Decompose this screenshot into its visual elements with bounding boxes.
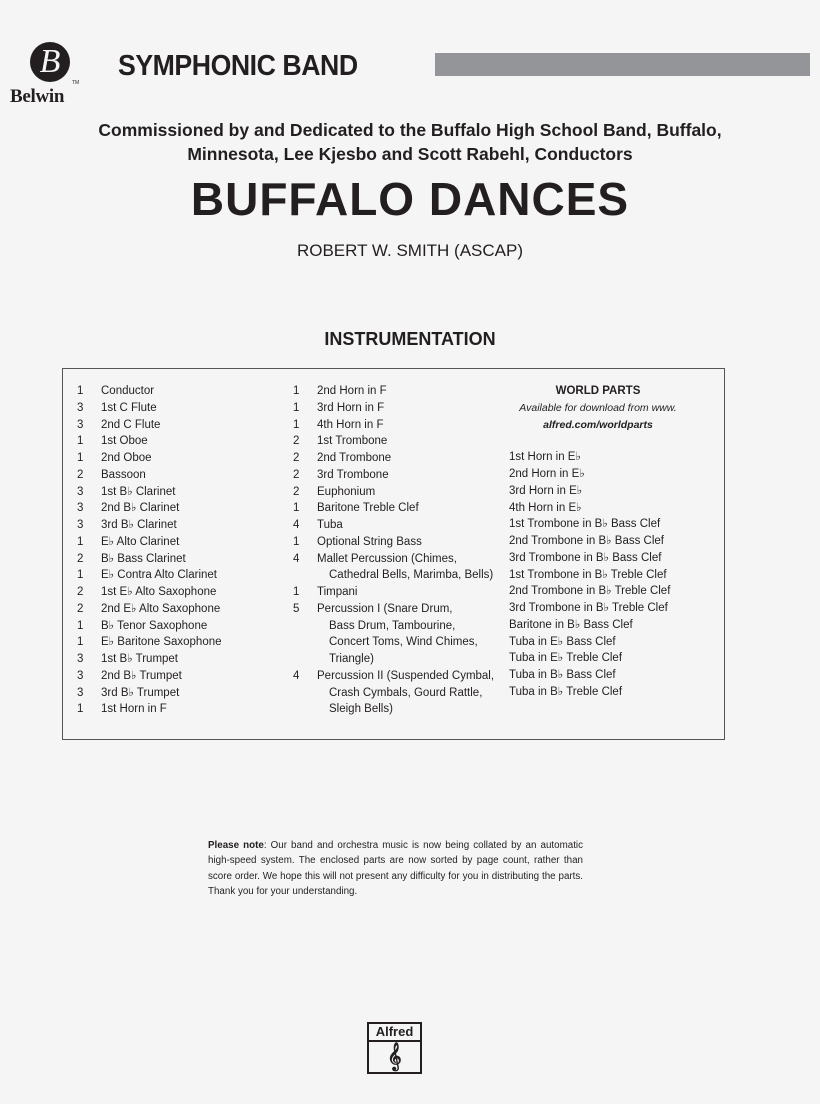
instrument-name: 2nd B♭ Clarinet [101, 502, 180, 515]
part-count: 5 [293, 602, 300, 615]
part-count [293, 567, 317, 584]
instrument-row [293, 685, 494, 702]
instrument-name: Percussion II (Suspended Cymbal, [317, 669, 495, 682]
instrument-name: 1st Trombone [317, 435, 388, 448]
alfred-symbol-icon: 𝄞 [387, 1043, 402, 1070]
instrument-name: Cathedral Bells, Marimba, Bells) [329, 569, 494, 582]
part-count: 3 [77, 669, 84, 682]
commission-text [0, 118, 820, 166]
part-count: 1 [293, 385, 300, 397]
instrument-row [293, 534, 494, 551]
instrument-row [77, 567, 222, 584]
instrument-name: 2nd B♭ Trumpet [101, 669, 182, 682]
world-part-item: 1st Trombone in B♭ Bass Clef [509, 518, 661, 531]
instrumentation-heading: INSTRUMENTATION [324, 329, 496, 349]
part-count: 1 [77, 569, 84, 582]
instrument-name: 3rd Trombone [317, 468, 389, 481]
instrument-name: B♭ Bass Clarinet [101, 552, 186, 565]
instrument-row [293, 567, 494, 584]
instrument-row [77, 400, 222, 417]
instrument-name: E♭ Alto Clarinet [101, 535, 180, 548]
world-part-item: 2nd Horn in E♭ [509, 468, 585, 480]
instrument-row [293, 484, 494, 501]
part-count [293, 685, 317, 702]
world-parts [509, 383, 687, 701]
instrument-name: Bassoon [101, 468, 146, 481]
instrument-name: 1st B♭ Trumpet [101, 653, 179, 665]
instrument-name: 3rd B♭ Clarinet [101, 519, 177, 531]
world-part-item: Tuba in B♭ Bass Clef [509, 669, 616, 681]
instrument-row [77, 634, 222, 651]
instrument-row [77, 534, 222, 551]
instrument-row [293, 383, 494, 400]
instrument-row [293, 450, 494, 467]
composer: ROBERT W. SMITH (ASCAP) [296, 241, 524, 260]
part-count: 1 [77, 703, 84, 716]
instrument-row [293, 433, 494, 450]
instrument-name: E♭ Contra Alto Clarinet [101, 569, 218, 582]
part-count: 3 [77, 502, 84, 515]
part-count: 2 [77, 586, 84, 598]
instrument-name: Sleigh Bells) [329, 703, 393, 716]
subtitle-line: Available for download from www. [519, 401, 677, 414]
part-count: 1 [293, 401, 300, 414]
part-count: 2 [77, 468, 84, 481]
world-part-item: 2nd Trombone in B♭ Bass Clef [509, 535, 665, 547]
instrument-row [293, 517, 494, 534]
instrument-name: 3rd B♭ Trumpet [101, 686, 180, 699]
instrument-name: 1st C Flute [101, 401, 157, 414]
world-part-item: 4th Horn in E♭ [509, 501, 582, 514]
part-count: 1 [77, 636, 84, 649]
instrument-name: Percussion I (Snare Drum, [317, 602, 453, 615]
instrument-name: 2nd E♭ Alto Saxophone [101, 602, 221, 615]
world-part-item: 1st Horn in E♭ [509, 451, 581, 464]
instrument-row [77, 467, 222, 484]
alfred-wordmark: Alfred [369, 1024, 420, 1042]
instrument-name: 1st Oboe [101, 435, 148, 448]
instrument-row [77, 450, 222, 467]
instrument-row [293, 618, 494, 635]
instrument-name: 2nd Trombone [317, 452, 392, 464]
part-count [293, 618, 317, 635]
instrument-column-1 [77, 383, 222, 718]
instrument-name: 4th Horn in F [317, 418, 384, 431]
part-count: 1 [77, 452, 84, 464]
instrument-name: B♭ Tenor Saxophone [101, 619, 208, 632]
instrument-row [77, 701, 222, 718]
instrument-row [77, 417, 222, 434]
instrument-name: Optional String Bass [317, 535, 422, 548]
world-parts-subtitle [509, 400, 687, 434]
instrument-name: E♭ Baritone Saxophone [101, 636, 222, 649]
instrument-row [293, 634, 494, 651]
part-count: 2 [77, 552, 84, 565]
part-count: 1 [293, 502, 300, 515]
part-count: 1 [77, 535, 84, 548]
part-count [293, 634, 317, 651]
part-count: 2 [293, 485, 300, 498]
instrument-row [77, 668, 222, 685]
instrument-name: 1st B♭ Clarinet [101, 485, 176, 498]
instrument-name: Conductor [101, 385, 155, 397]
instrument-name: 2nd Horn in F [317, 385, 387, 397]
please-note [208, 838, 583, 899]
header-bar [435, 53, 810, 76]
world-part-item: Tuba in B♭ Treble Clef [509, 685, 623, 698]
part-count: 3 [77, 401, 84, 414]
world-part-item: Tuba in E♭ Bass Clef [509, 635, 616, 648]
instrument-name: Concert Toms, Wind Chimes, [329, 636, 478, 649]
world-part-item: 3rd Trombone in B♭ Treble Clef [509, 602, 668, 614]
instrument-row [77, 383, 222, 400]
part-count: 3 [77, 653, 84, 665]
instrument-name: Crash Cymbals, Gourd Rattle, [329, 686, 483, 699]
instrument-row [293, 584, 494, 601]
world-part-item: 3rd Trombone in B♭ Bass Clef [509, 551, 662, 564]
part-count: 2 [293, 452, 300, 464]
trademark-mark: TM [72, 80, 80, 86]
instrument-row [293, 668, 494, 685]
instrument-row [77, 618, 222, 635]
world-parts-list [509, 449, 687, 700]
instrument-name: 2nd C Flute [101, 418, 161, 431]
instrument-name: 1st E♭ Alto Saxophone [101, 586, 217, 598]
part-count: 3 [77, 686, 84, 699]
part-count: 4 [293, 552, 300, 565]
part-count: 1 [293, 535, 300, 548]
instrument-name: 2nd Oboe [101, 452, 152, 464]
instrument-name: 1st Horn in F [101, 703, 167, 716]
alfred-logo [367, 1022, 422, 1074]
part-count: 4 [293, 519, 300, 531]
part-count: 1 [293, 418, 300, 431]
instrument-name: Timpani [317, 586, 358, 598]
instrument-row [293, 601, 494, 618]
instrument-name: Baritone Treble Clef [317, 502, 419, 515]
instrument-row [77, 500, 222, 517]
instrument-column-2 [293, 383, 494, 718]
part-count: 3 [77, 418, 84, 431]
world-part-item: Baritone in B♭ Bass Clef [509, 618, 633, 631]
part-count: 1 [77, 435, 84, 448]
instrument-row [77, 484, 222, 501]
part-count: 3 [77, 519, 84, 531]
part-count: 1 [77, 619, 84, 632]
instrument-row [77, 651, 222, 668]
instrument-row [293, 551, 494, 568]
part-count: 3 [77, 485, 84, 498]
instrument-row [293, 417, 494, 434]
instrument-name: Triangle) [329, 653, 374, 665]
instrument-name: Mallet Percussion (Chimes, [317, 552, 457, 565]
part-count: 1 [293, 586, 300, 598]
instrument-row [293, 701, 494, 718]
instrument-row [77, 685, 222, 702]
note-text: : Our band and orchestra music is now being collated by an automatic high-speed system. The enclosed parts are now sorted by page count, rather than score order. We hope this will not present any difficulty for you in distributing the parts. Thank you for your understanding. [208, 840, 584, 897]
world-parts-link[interactable]: alfred.com/worldparts [543, 418, 653, 431]
commission-line: Commissioned by and Dedicated to the Buffalo High School Band, Buffalo, [98, 120, 722, 140]
part-count [293, 701, 317, 718]
world-parts-heading: WORLD PARTS [555, 385, 641, 397]
part-count [293, 651, 317, 668]
part-count: 4 [293, 669, 300, 682]
part-count: 2 [293, 435, 300, 448]
piece-title: BUFFALO DANCES [190, 173, 630, 225]
brand-name: Belwin [10, 86, 65, 107]
instrument-row [77, 517, 222, 534]
instrument-row [77, 584, 222, 601]
instrument-name: Bass Drum, Tambourine, [329, 619, 456, 632]
world-part-item: 3rd Horn in E♭ [509, 484, 583, 497]
instrument-name: Tuba [317, 519, 343, 531]
instrument-name: Euphonium [317, 485, 376, 498]
world-part-item: Tuba in E♭ Treble Clef [509, 652, 623, 665]
instrument-row [293, 400, 494, 417]
instrument-row [293, 651, 494, 668]
belwin-logo-icon: B [30, 42, 70, 82]
instrument-name: 3rd Horn in F [317, 401, 385, 414]
part-count: 2 [77, 602, 84, 615]
instrument-row [77, 433, 222, 450]
instrument-row [77, 601, 222, 618]
instrument-row [293, 500, 494, 517]
instrument-row [77, 551, 222, 568]
instrumentation-box [62, 368, 725, 740]
commission-line: Minnesota, Lee Kjesbo and Scott Rabehl, Conductors [187, 144, 633, 164]
world-part-item: 1st Trombone in B♭ Treble Clef [509, 568, 667, 581]
world-part-item: 2nd Trombone in B♭ Treble Clef [509, 585, 671, 598]
part-count: 1 [77, 385, 84, 397]
instrument-row [293, 467, 494, 484]
note-label: Please note [208, 840, 264, 851]
series-title: SYMPHONIC BAND [118, 50, 358, 82]
part-count: 2 [293, 468, 300, 481]
